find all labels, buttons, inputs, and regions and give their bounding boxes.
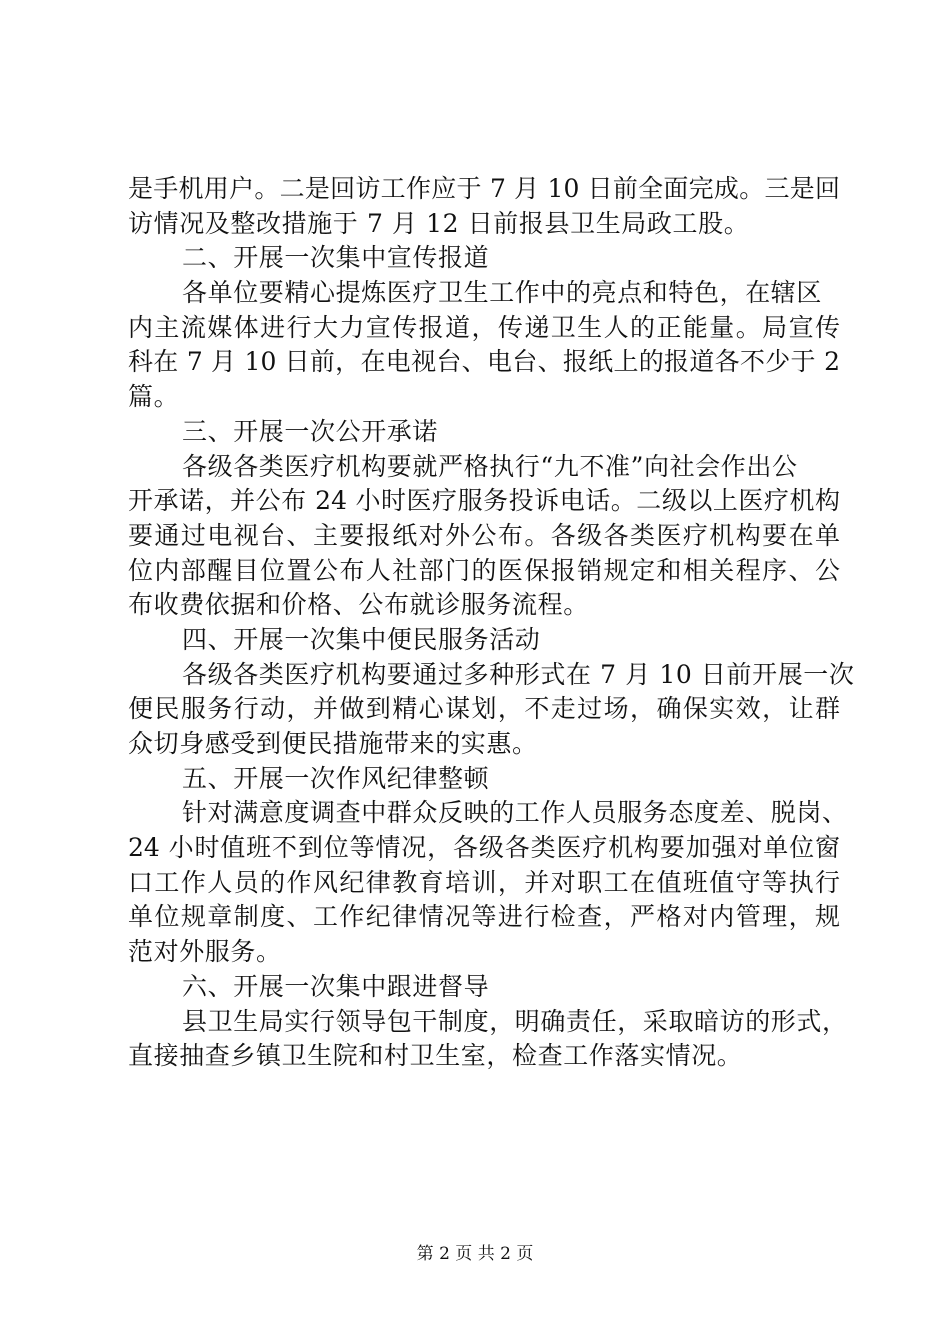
body-line: 各级各类医疗机构要通过多种形式在 7 月 10 日前开展一次: [182, 659, 855, 689]
body-line: 科在 7 月 10 日前，在电视台、电台、报纸上的报道各不少于 2: [128, 347, 840, 377]
section-heading: 二、开展一次集中宣传报道: [182, 243, 490, 273]
body-line: 范对外服务。: [128, 937, 282, 967]
body-line: 各级各类医疗机构要就严格执行“九不准”向社会作出公: [182, 451, 798, 481]
body-line: 访情况及整改措施于 7 月 12 日前报县卫生局政工股。: [128, 208, 750, 238]
body-line: 布收费依据和价格、公布就诊服务流程。: [128, 590, 589, 620]
section-heading: 四、开展一次集中便民服务活动: [182, 624, 541, 654]
body-line: 各单位要精心提炼医疗卫生工作中的亮点和特色，在辖区: [182, 278, 823, 308]
body-line: 口工作人员的作风纪律教育培训，并对职工在值班值守等执行: [128, 867, 840, 897]
body-line: 单位规章制度、工作纪律情况等进行检查，严格对内管理，规: [128, 902, 840, 932]
body-line: 内主流媒体进行大力宣传报道，传递卫生人的正能量。局宣传: [128, 312, 840, 342]
body-line: 要通过电视台、主要报纸对外公布。各级各类医疗机构要在单: [128, 520, 840, 550]
body-line: 篇。: [128, 382, 180, 412]
body-line: 24 小时值班不到位等情况，各级各类医疗机构要加强对单位窗: [128, 833, 840, 863]
body-line: 县卫生局实行领导包干制度，明确责任，采取暗访的形式，: [182, 1006, 848, 1036]
document-body: [128, 172, 855, 1074]
body-line: 开承诺，并公布 24 小时医疗服务投诉电话。二级以上医疗机构: [128, 486, 840, 516]
body-line: 位内部醒目位置公布人社部门的医保报销规定和相关程序、公: [128, 555, 840, 585]
section-heading: 三、开展一次公开承诺: [182, 416, 439, 446]
body-line: 直接抽查乡镇卫生院和村卫生室，检查工作落实情况。: [128, 1041, 743, 1071]
body-line: 是手机用户。二是回访工作应于 7 月 10 日前全面完成。三是回: [128, 174, 840, 203]
section-heading: 五、开展一次作风纪律整顿: [182, 763, 490, 793]
page-footer: 第 2 页 共 2 页: [416, 1244, 534, 1264]
section-heading: 六、开展一次集中跟进督导: [182, 971, 490, 1001]
body-line: 针对满意度调查中群众反映的工作人员服务态度差、脱岗、: [182, 798, 848, 828]
body-line: 便民服务行动，并做到精心谋划，不走过场，确保实效，让群: [128, 694, 840, 724]
body-line: 众切身感受到便民措施带来的实惠。: [128, 729, 538, 758]
